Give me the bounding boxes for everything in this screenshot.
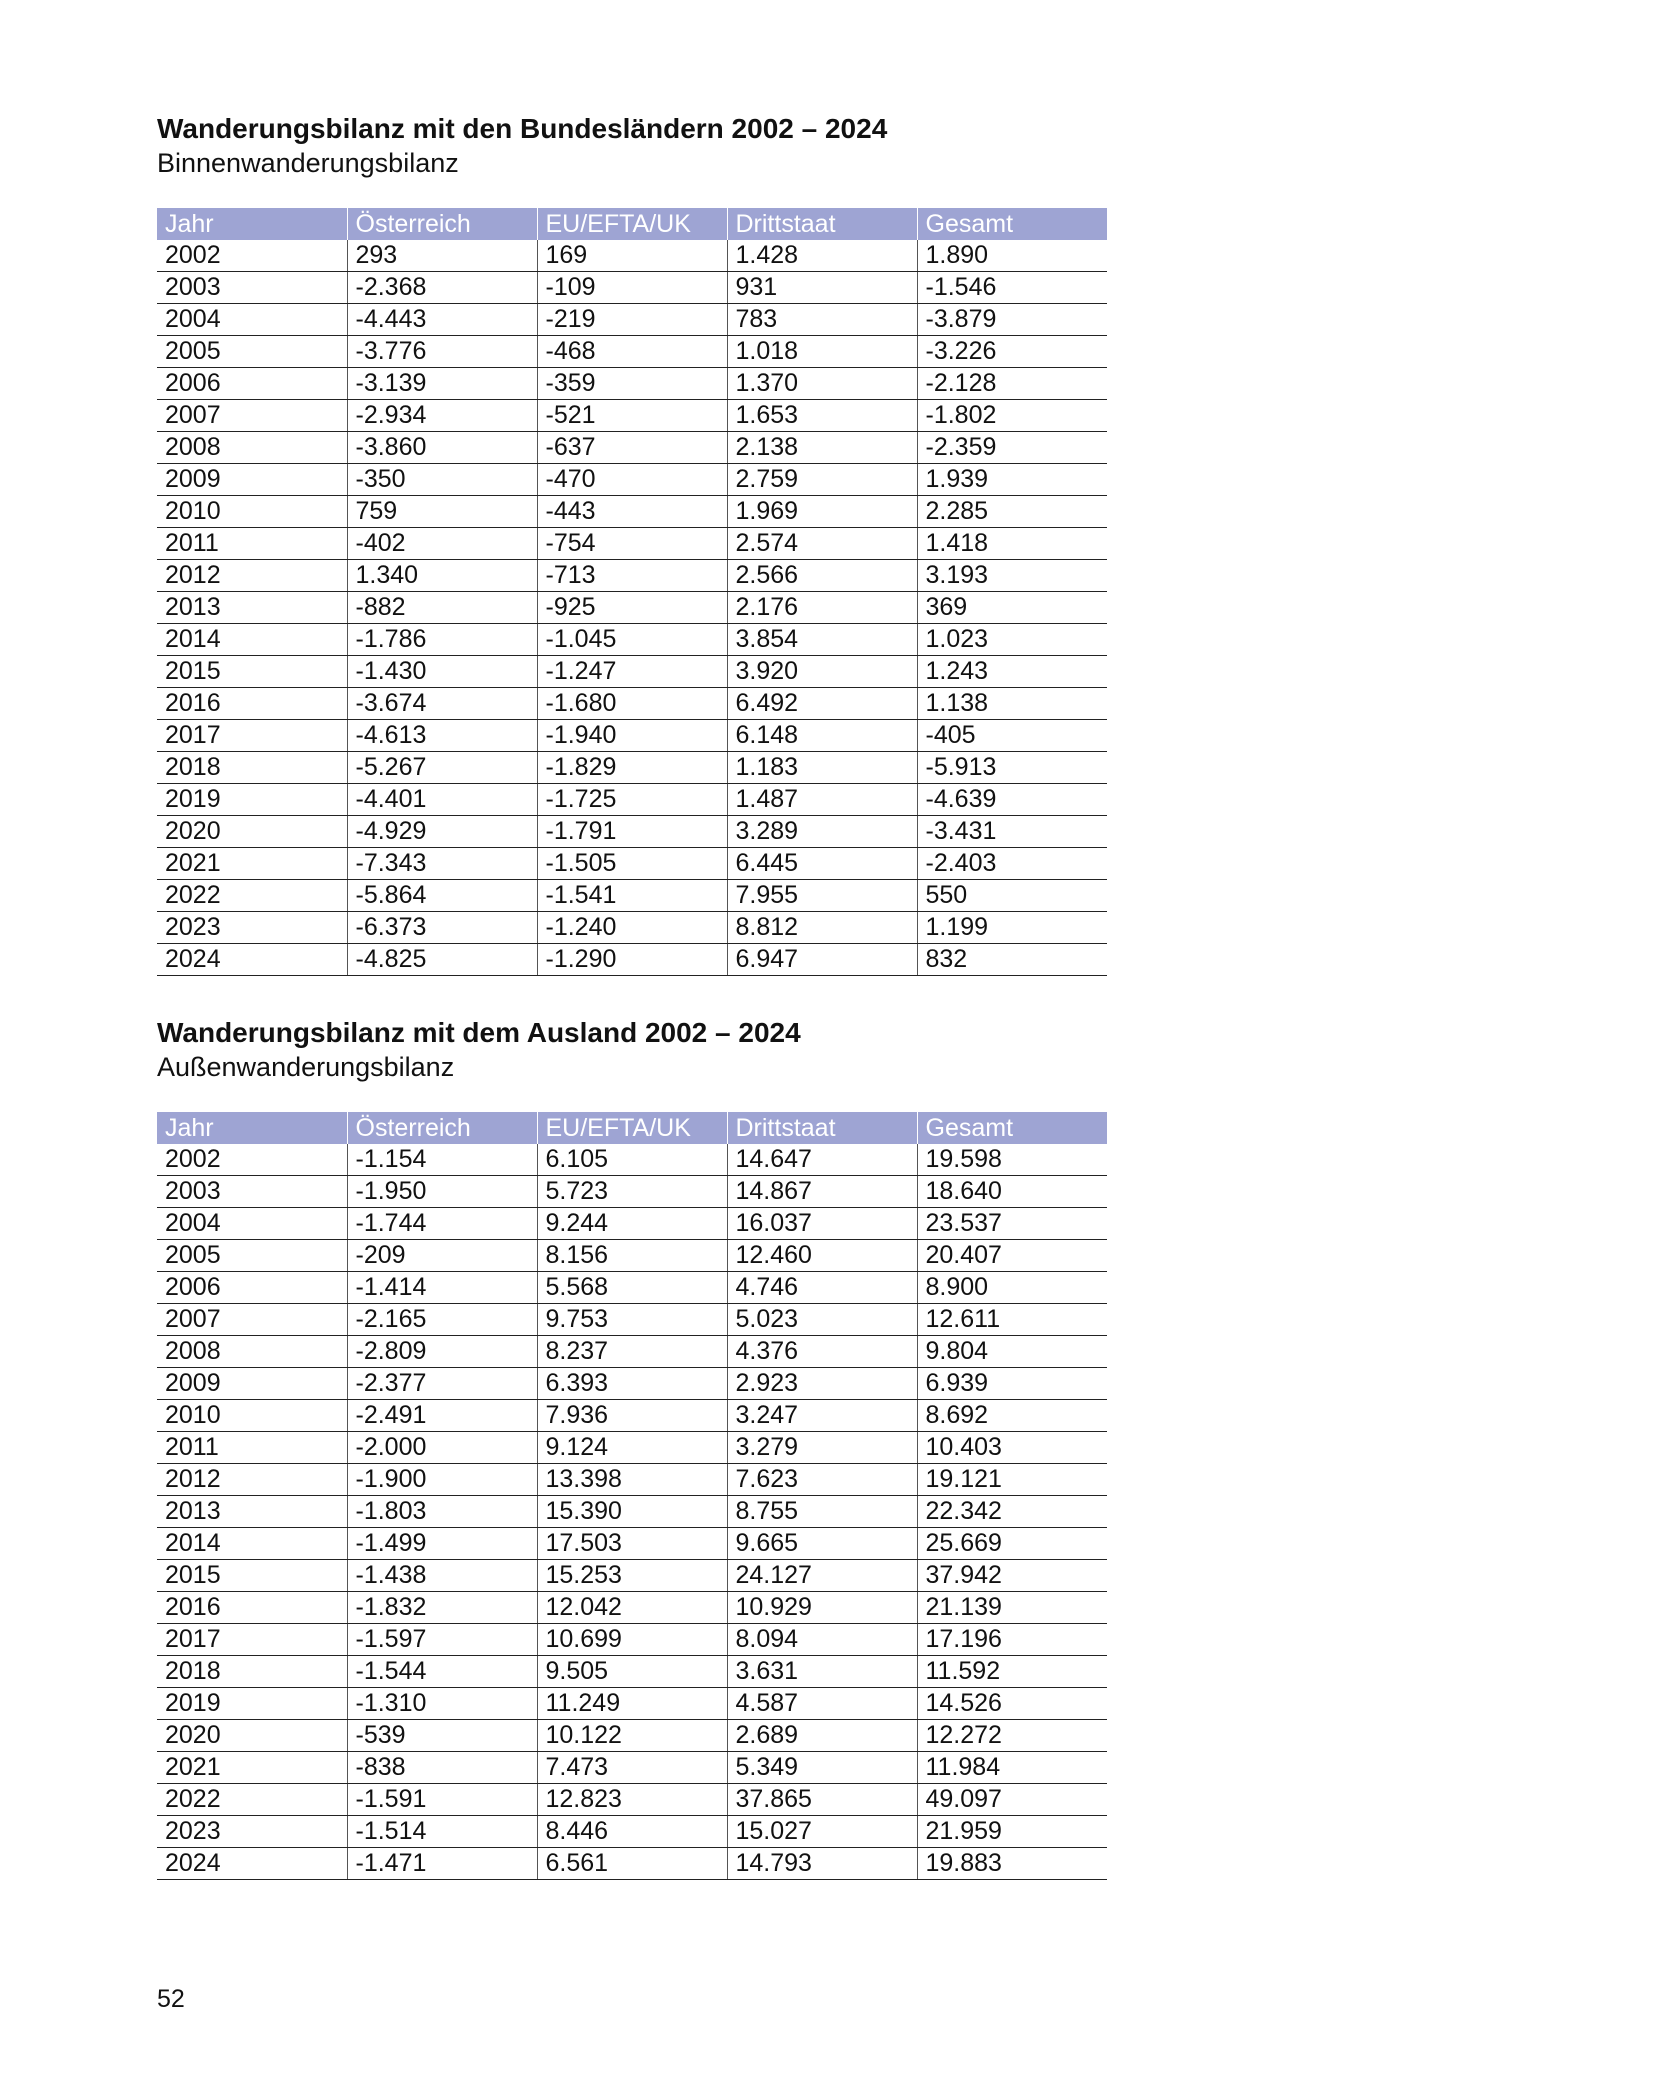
- table-cell: 9.665: [727, 1528, 917, 1560]
- table-cell: 8.900: [917, 1272, 1107, 1304]
- table-cell: 550: [917, 880, 1107, 912]
- table-cell: 1.199: [917, 912, 1107, 944]
- table-cell: 12.611: [917, 1304, 1107, 1336]
- table-cell: -402: [347, 528, 537, 560]
- page-number: 52: [157, 1985, 185, 2013]
- table-cell: -3.860: [347, 432, 537, 464]
- table-cell: -1.680: [537, 688, 727, 720]
- table-cell: 14.526: [917, 1688, 1107, 1720]
- table-row: [157, 560, 1107, 592]
- table-cell: 2021: [157, 848, 347, 880]
- table-cell: -2.403: [917, 848, 1107, 880]
- column-header: EU/EFTA/UK: [537, 208, 727, 240]
- table-cell: -1.744: [347, 1208, 537, 1240]
- table-cell: 18.640: [917, 1176, 1107, 1208]
- table-row: [157, 1144, 1107, 1176]
- table-cell: 1.183: [727, 752, 917, 784]
- table-cell: 1.243: [917, 656, 1107, 688]
- table-cell: 11.984: [917, 1752, 1107, 1784]
- table-cell: 1.340: [347, 560, 537, 592]
- table-cell: 2021: [157, 1752, 347, 1784]
- table-cell: 2002: [157, 1144, 347, 1176]
- table-cell: 37.942: [917, 1560, 1107, 1592]
- table-cell: 2.566: [727, 560, 917, 592]
- table-cell: 6.393: [537, 1368, 727, 1400]
- table-cell: 4.376: [727, 1336, 917, 1368]
- table-row: [157, 848, 1107, 880]
- table-cell: 37.865: [727, 1784, 917, 1816]
- table-cell: 23.537: [917, 1208, 1107, 1240]
- table-cell: 1.890: [917, 240, 1107, 272]
- table-cell: 6.445: [727, 848, 917, 880]
- table-row: [157, 432, 1107, 464]
- binnenwanderung-table: [157, 208, 1107, 976]
- table-cell: 2008: [157, 432, 347, 464]
- table-cell: 1.428: [727, 240, 917, 272]
- table-cell: 6.105: [537, 1144, 727, 1176]
- table-cell: 9.804: [917, 1336, 1107, 1368]
- table-cell: 759: [347, 496, 537, 528]
- table-cell: -1.546: [917, 272, 1107, 304]
- table-cell: -470: [537, 464, 727, 496]
- table-cell: 8.755: [727, 1496, 917, 1528]
- table-cell: 2020: [157, 816, 347, 848]
- table-row: [157, 1400, 1107, 1432]
- table-cell: 11.249: [537, 1688, 727, 1720]
- table-cell: 2006: [157, 368, 347, 400]
- table-cell: 2011: [157, 528, 347, 560]
- table-cell: -5.864: [347, 880, 537, 912]
- table-cell: 2008: [157, 1336, 347, 1368]
- table-cell: -1.786: [347, 624, 537, 656]
- table-cell: -4.825: [347, 944, 537, 976]
- table-cell: 2022: [157, 1784, 347, 1816]
- table-row: [157, 1816, 1107, 1848]
- table-row: [157, 464, 1107, 496]
- table-cell: -1.154: [347, 1144, 537, 1176]
- table-cell: 8.156: [537, 1240, 727, 1272]
- table-cell: 17.196: [917, 1624, 1107, 1656]
- table-cell: 2011: [157, 1432, 347, 1464]
- table-cell: -1.829: [537, 752, 727, 784]
- table-cell: 1.018: [727, 336, 917, 368]
- table-cell: -1.791: [537, 816, 727, 848]
- table-row: [157, 656, 1107, 688]
- table-cell: -405: [917, 720, 1107, 752]
- table-cell: -2.934: [347, 400, 537, 432]
- table-cell: 2015: [157, 1560, 347, 1592]
- aussenwanderung-title: Wanderungsbilanz mit dem Ausland 2002 – 2024: [157, 1017, 801, 1048]
- table-row: [157, 1752, 1107, 1784]
- table-cell: -1.725: [537, 784, 727, 816]
- table-cell: 9.505: [537, 1656, 727, 1688]
- table-cell: 10.122: [537, 1720, 727, 1752]
- table-cell: 3.193: [917, 560, 1107, 592]
- table-header-row: [157, 208, 1107, 240]
- table-cell: -1.597: [347, 1624, 537, 1656]
- table-cell: -468: [537, 336, 727, 368]
- table-row: [157, 400, 1107, 432]
- table-cell: -3.776: [347, 336, 537, 368]
- table-cell: -5.913: [917, 752, 1107, 784]
- table-cell: -5.267: [347, 752, 537, 784]
- table-cell: 2013: [157, 592, 347, 624]
- column-header: Jahr: [157, 1112, 347, 1144]
- table-row: [157, 1432, 1107, 1464]
- column-header: Österreich: [347, 208, 537, 240]
- table-cell: 9.124: [537, 1432, 727, 1464]
- table-cell: -6.373: [347, 912, 537, 944]
- table-cell: 2005: [157, 336, 347, 368]
- table-cell: 2004: [157, 1208, 347, 1240]
- table-row: [157, 784, 1107, 816]
- table-cell: 17.503: [537, 1528, 727, 1560]
- table-row: [157, 1208, 1107, 1240]
- table-cell: -1.499: [347, 1528, 537, 1560]
- table-cell: 8.237: [537, 1336, 727, 1368]
- table-cell: -4.443: [347, 304, 537, 336]
- table-cell: -3.879: [917, 304, 1107, 336]
- table-cell: -838: [347, 1752, 537, 1784]
- table-cell: 3.920: [727, 656, 917, 688]
- table-row: [157, 624, 1107, 656]
- table-cell: 783: [727, 304, 917, 336]
- table-cell: 1.653: [727, 400, 917, 432]
- table-cell: 6.148: [727, 720, 917, 752]
- table-cell: 7.473: [537, 1752, 727, 1784]
- table-cell: 6.939: [917, 1368, 1107, 1400]
- table-cell: -2.809: [347, 1336, 537, 1368]
- table-row: [157, 1656, 1107, 1688]
- table-cell: -1.803: [347, 1496, 537, 1528]
- table-row: [157, 1304, 1107, 1336]
- table-cell: -1.045: [537, 624, 727, 656]
- table-row: [157, 1496, 1107, 1528]
- aussenwanderung-subtitle: Außenwanderungsbilanz: [157, 1052, 455, 1082]
- table-cell: 14.793: [727, 1848, 917, 1880]
- table-cell: -754: [537, 528, 727, 560]
- table-cell: 12.272: [917, 1720, 1107, 1752]
- table-cell: 4.746: [727, 1272, 917, 1304]
- table-cell: 11.592: [917, 1656, 1107, 1688]
- table-cell: 14.647: [727, 1144, 917, 1176]
- table-cell: -2.165: [347, 1304, 537, 1336]
- table-row: [157, 752, 1107, 784]
- table-cell: -7.343: [347, 848, 537, 880]
- table-cell: 2010: [157, 1400, 347, 1432]
- table-row: [157, 720, 1107, 752]
- table-row: [157, 1336, 1107, 1368]
- table-cell: -637: [537, 432, 727, 464]
- table-cell: 2014: [157, 624, 347, 656]
- table-cell: -2.359: [917, 432, 1107, 464]
- table-cell: 2.923: [727, 1368, 917, 1400]
- table-cell: -3.431: [917, 816, 1107, 848]
- table-cell: 2017: [157, 1624, 347, 1656]
- table-header-row: [157, 1112, 1107, 1144]
- table-row: [157, 1624, 1107, 1656]
- table-cell: 1.023: [917, 624, 1107, 656]
- table-row: [157, 496, 1107, 528]
- table-cell: -1.940: [537, 720, 727, 752]
- table-row: [157, 1240, 1107, 1272]
- table-cell: 169: [537, 240, 727, 272]
- table-cell: 2024: [157, 1848, 347, 1880]
- table-cell: 12.042: [537, 1592, 727, 1624]
- table-cell: -2.491: [347, 1400, 537, 1432]
- table-cell: 21.959: [917, 1816, 1107, 1848]
- table-cell: 2023: [157, 912, 347, 944]
- table-row: [157, 1720, 1107, 1752]
- column-header: Jahr: [157, 208, 347, 240]
- table-cell: -1.900: [347, 1464, 537, 1496]
- table-row: [157, 1848, 1107, 1880]
- table-row: [157, 272, 1107, 304]
- table-cell: -4.401: [347, 784, 537, 816]
- table-row: [157, 688, 1107, 720]
- table-cell: -4.639: [917, 784, 1107, 816]
- table-cell: 2002: [157, 240, 347, 272]
- table-cell: 3.854: [727, 624, 917, 656]
- table-cell: 2007: [157, 1304, 347, 1336]
- table-row: [157, 240, 1107, 272]
- table-cell: 7.936: [537, 1400, 727, 1432]
- table-cell: 19.598: [917, 1144, 1107, 1176]
- table-cell: -1.471: [347, 1848, 537, 1880]
- table-cell: 2009: [157, 1368, 347, 1400]
- table-cell: -1.514: [347, 1816, 537, 1848]
- table-cell: 1.418: [917, 528, 1107, 560]
- aussenwanderung-table: [157, 1112, 1107, 1880]
- table-cell: 3.279: [727, 1432, 917, 1464]
- table-cell: 2.285: [917, 496, 1107, 528]
- table-cell: 19.121: [917, 1464, 1107, 1496]
- table-row: [157, 304, 1107, 336]
- table-cell: 22.342: [917, 1496, 1107, 1528]
- table-cell: 7.955: [727, 880, 917, 912]
- table-cell: -521: [537, 400, 727, 432]
- table-cell: 6.492: [727, 688, 917, 720]
- table-cell: -1.505: [537, 848, 727, 880]
- table-cell: 2.759: [727, 464, 917, 496]
- table-cell: 2020: [157, 1720, 347, 1752]
- table-cell: 6.947: [727, 944, 917, 976]
- table-cell: -2.128: [917, 368, 1107, 400]
- table-cell: 16.037: [727, 1208, 917, 1240]
- table-row: [157, 592, 1107, 624]
- table-cell: 8.692: [917, 1400, 1107, 1432]
- table-cell: -1.802: [917, 400, 1107, 432]
- table-row: [157, 816, 1107, 848]
- table-cell: 7.623: [727, 1464, 917, 1496]
- table-cell: -3.139: [347, 368, 537, 400]
- table-cell: -2.000: [347, 1432, 537, 1464]
- table-row: [157, 1176, 1107, 1208]
- table-cell: 1.487: [727, 784, 917, 816]
- table-cell: -1.240: [537, 912, 727, 944]
- table-cell: -350: [347, 464, 537, 496]
- table-row: [157, 336, 1107, 368]
- table-cell: -1.950: [347, 1176, 537, 1208]
- table-cell: -925: [537, 592, 727, 624]
- table-cell: 10.929: [727, 1592, 917, 1624]
- table-cell: -882: [347, 592, 537, 624]
- table-cell: 2003: [157, 272, 347, 304]
- column-header: Österreich: [347, 1112, 537, 1144]
- table-cell: 49.097: [917, 1784, 1107, 1816]
- binnenwanderung-title: Wanderungsbilanz mit den Bundesländern 2002 – 2024: [157, 113, 888, 144]
- table-cell: -4.929: [347, 816, 537, 848]
- table-cell: 2012: [157, 1464, 347, 1496]
- table-cell: 15.390: [537, 1496, 727, 1528]
- table-cell: 931: [727, 272, 917, 304]
- table-row: [157, 1688, 1107, 1720]
- table-cell: -1.290: [537, 944, 727, 976]
- table-cell: 3.247: [727, 1400, 917, 1432]
- table-row: [157, 1368, 1107, 1400]
- table-cell: 1.939: [917, 464, 1107, 496]
- table-row: [157, 1560, 1107, 1592]
- table-cell: 2018: [157, 752, 347, 784]
- table-cell: -209: [347, 1240, 537, 1272]
- table-row: [157, 368, 1107, 400]
- table-cell: 2014: [157, 1528, 347, 1560]
- table-cell: 2.574: [727, 528, 917, 560]
- table-cell: 2012: [157, 560, 347, 592]
- table-cell: 293: [347, 240, 537, 272]
- table-cell: 2016: [157, 688, 347, 720]
- table-cell: 13.398: [537, 1464, 727, 1496]
- table-cell: 2.176: [727, 592, 917, 624]
- table-row: [157, 944, 1107, 976]
- table-cell: 5.023: [727, 1304, 917, 1336]
- table-cell: 2017: [157, 720, 347, 752]
- table-cell: 1.370: [727, 368, 917, 400]
- table-row: [157, 1272, 1107, 1304]
- table-row: [157, 1592, 1107, 1624]
- column-header: Gesamt: [917, 208, 1107, 240]
- table-cell: 6.561: [537, 1848, 727, 1880]
- table-cell: 9.753: [537, 1304, 727, 1336]
- table-cell: 9.244: [537, 1208, 727, 1240]
- table-cell: -1.310: [347, 1688, 537, 1720]
- table-cell: -1.247: [537, 656, 727, 688]
- table-cell: 25.669: [917, 1528, 1107, 1560]
- table-cell: 2007: [157, 400, 347, 432]
- table-cell: 2024: [157, 944, 347, 976]
- table-cell: 19.883: [917, 1848, 1107, 1880]
- table-cell: -1.541: [537, 880, 727, 912]
- table-cell: -1.430: [347, 656, 537, 688]
- table-cell: 2009: [157, 464, 347, 496]
- table-cell: 20.407: [917, 1240, 1107, 1272]
- table-cell: 14.867: [727, 1176, 917, 1208]
- table-cell: 4.587: [727, 1688, 917, 1720]
- table-cell: 10.403: [917, 1432, 1107, 1464]
- table-cell: 5.349: [727, 1752, 917, 1784]
- table-row: [157, 1528, 1107, 1560]
- table-cell: -359: [537, 368, 727, 400]
- table-cell: -443: [537, 496, 727, 528]
- table-cell: -219: [537, 304, 727, 336]
- table-cell: 21.139: [917, 1592, 1107, 1624]
- table-cell: 3.631: [727, 1656, 917, 1688]
- column-header: Drittstaat: [727, 208, 917, 240]
- table-cell: -109: [537, 272, 727, 304]
- table-cell: -1.414: [347, 1272, 537, 1304]
- table-cell: 2.138: [727, 432, 917, 464]
- table-cell: -1.544: [347, 1656, 537, 1688]
- aussenwanderung-section: [157, 1016, 1107, 1877]
- column-header: Drittstaat: [727, 1112, 917, 1144]
- table-cell: 2005: [157, 1240, 347, 1272]
- table-row: [157, 1784, 1107, 1816]
- table-cell: 2.689: [727, 1720, 917, 1752]
- table-cell: 2010: [157, 496, 347, 528]
- table-cell: 8.446: [537, 1816, 727, 1848]
- table-cell: 2019: [157, 784, 347, 816]
- table-cell: 832: [917, 944, 1107, 976]
- table-cell: 2004: [157, 304, 347, 336]
- table-cell: -3.674: [347, 688, 537, 720]
- column-header: Gesamt: [917, 1112, 1107, 1144]
- table-cell: 2022: [157, 880, 347, 912]
- table-cell: -4.613: [347, 720, 537, 752]
- binnenwanderung-subtitle: Binnenwanderungsbilanz: [157, 148, 459, 178]
- table-cell: 369: [917, 592, 1107, 624]
- table-row: [157, 1464, 1107, 1496]
- table-cell: 24.127: [727, 1560, 917, 1592]
- table-cell: -713: [537, 560, 727, 592]
- table-cell: 15.253: [537, 1560, 727, 1592]
- table-cell: 12.460: [727, 1240, 917, 1272]
- table-cell: 2015: [157, 656, 347, 688]
- table-cell: -3.226: [917, 336, 1107, 368]
- table-cell: 2023: [157, 1816, 347, 1848]
- table-row: [157, 528, 1107, 560]
- table-cell: -2.368: [347, 272, 537, 304]
- table-cell: 2006: [157, 1272, 347, 1304]
- table-cell: 15.027: [727, 1816, 917, 1848]
- table-cell: 3.289: [727, 816, 917, 848]
- table-cell: 2013: [157, 1496, 347, 1528]
- table-cell: 2016: [157, 1592, 347, 1624]
- table-row: [157, 912, 1107, 944]
- table-cell: 8.094: [727, 1624, 917, 1656]
- table-cell: 10.699: [537, 1624, 727, 1656]
- table-cell: -539: [347, 1720, 537, 1752]
- table-cell: -1.832: [347, 1592, 537, 1624]
- table-cell: -2.377: [347, 1368, 537, 1400]
- table-cell: -1.438: [347, 1560, 537, 1592]
- column-header: EU/EFTA/UK: [537, 1112, 727, 1144]
- table-cell: 2018: [157, 1656, 347, 1688]
- table-cell: 8.812: [727, 912, 917, 944]
- table-cell: 2003: [157, 1176, 347, 1208]
- table-cell: 1.969: [727, 496, 917, 528]
- binnenwanderung-section: [157, 112, 1107, 973]
- table-cell: 5.568: [537, 1272, 727, 1304]
- table-cell: 2019: [157, 1688, 347, 1720]
- table-cell: 1.138: [917, 688, 1107, 720]
- table-cell: 12.823: [537, 1784, 727, 1816]
- table-row: [157, 880, 1107, 912]
- table-cell: -1.591: [347, 1784, 537, 1816]
- table-cell: 5.723: [537, 1176, 727, 1208]
